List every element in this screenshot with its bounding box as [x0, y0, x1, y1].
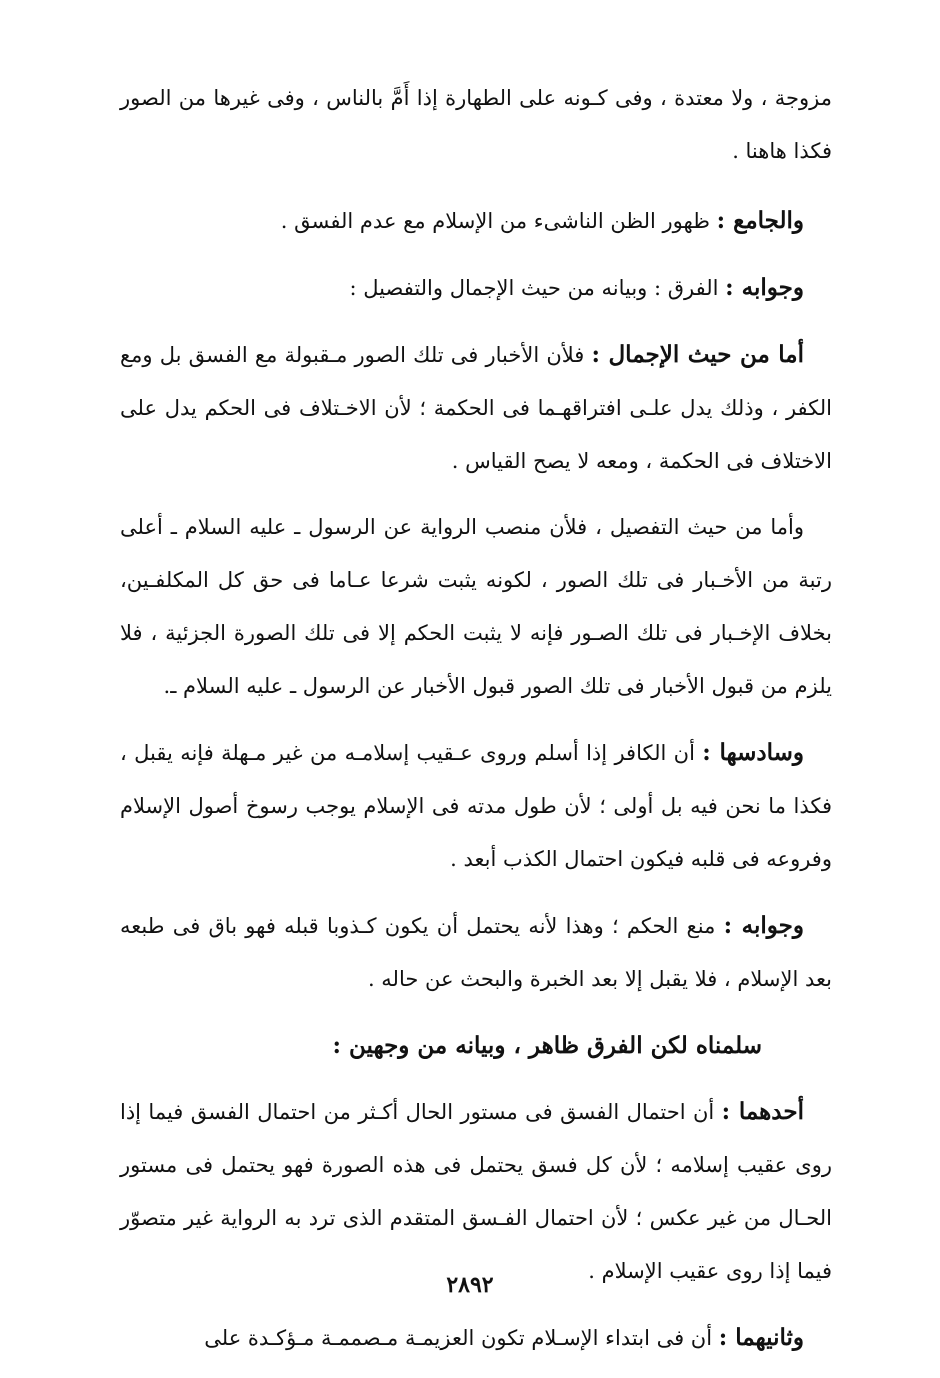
paragraph-lead: أحدهما : [721, 1098, 804, 1125]
section-heading [120, 1019, 832, 1072]
paragraph-text: مزوجة ، ولا معتدة ، وفى كـونه على الطهارة إذا أَمَّ بالناس ، وفى غيرها من الصور فكذا هاهنا . [120, 86, 832, 163]
paragraph-ahaduhuma [120, 1085, 832, 1298]
paragraph-jami [120, 194, 832, 248]
paragraph-lead: وجوابه : [723, 912, 805, 939]
heading-text: سلمناه لكن الفرق ظاهر ، وبيانه من وجهين : [332, 1032, 762, 1059]
page-body [120, 72, 832, 1378]
paragraph-sadisuha [120, 726, 832, 886]
paragraph-lead: وجوابه : [725, 274, 804, 301]
paragraph-tafsil [120, 501, 832, 713]
paragraph-text: الفرق : وبيانه من حيث الإجمال والتفصيل : [349, 276, 726, 300]
paragraph-thanihuma [120, 1311, 832, 1365]
paragraph-answer-2 [120, 899, 832, 1006]
paragraph-text: ظهور الظن الناشىء من الإسلام مع عدم الفسق . [280, 209, 717, 233]
paragraph-continuation [120, 72, 832, 178]
paragraph-text: وأما من حيث التفصيل ، فلأن منصب الرواية عن الرسول ـ عليه السلام ـ أعلى رتبة من الأخـبار فى تلك الصور ، لكونه يثبت شرعا عـاما فى حق كل المكلفـين، بخلاف الإخـبار فى تلك الصـور فإنه لا يثبت الحكم إلا فى تلك الصورة الجزئية ، فلا يلزم من قبول الأخبار فى تلك الصور قبول الأخبار عن الرسول ـ عليه السلام ـ. [120, 515, 832, 698]
paragraph-text: أن احتمال الفسق فى مستور الحال أكـثر من احتمال الفسق فيما إذا روى عقيب إسلامه ؛ لأن كل فسق يحتمل فى هذه الصورة فهو يحتمل فى مستور الحـال من غير عكس ؛ لأن احتمال الفـسق المتقدم الذى ترد به الرواية غير متصوّر فيما إذا روى عقيب الإسلام . [120, 1100, 832, 1283]
paragraph-ijmal [120, 328, 832, 488]
paragraph-lead: وثانيهما : [718, 1324, 804, 1351]
paragraph-answer-1 [120, 261, 832, 315]
paragraph-lead: أما من حيث الإجمال : [591, 341, 804, 368]
paragraph-lead: وسادسها : [702, 739, 804, 766]
paragraph-text: أن فى ابتداء الإسـلام تكون العزيمـة مـصممـة مـؤكـدة على [204, 1326, 719, 1350]
paragraph-text: فلأن الأخبار فى تلك الصور مـقبولة مع الفسق بل ومع الكفر ، وذلك يدل علـى افتراقهـما فى الحكمة ؛ لأن الاخـتلاف فى الحكم يدل على الاختلاف فى الحكمة ، ومعه لا يصح القياس . [120, 343, 832, 473]
paragraph-text: منع الحكم ؛ وهذا لأنه يحتمل أن يكون كـذوبا قبله فهو باق فى طبعه بعد الإسلام ، فلا يقبل إلا بعد الخبرة والبحث عن حاله . [120, 914, 832, 991]
page-number: ٢٨٩٢ [446, 1272, 494, 1298]
paragraph-text: أن الكافر إذا أسلم وروى عـقيب إسلامـه من غير مـهلة فإنه يقبل ، فكذا ما نحن فيه بل أولى ؛ لأن طول مدته فى الإسلام يوجب رسوخ أصول الإسلام وفروعه فى قلبه فيكون احتمال الكذب أبعد . [120, 741, 832, 871]
paragraph-lead: والجامع : [716, 207, 804, 234]
